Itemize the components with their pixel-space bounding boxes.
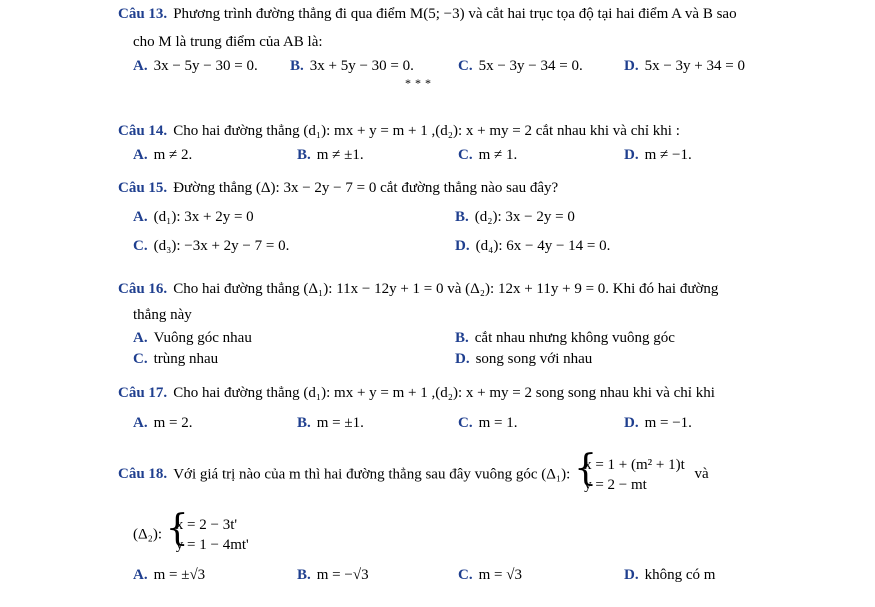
q18-system-2 [165, 508, 249, 555]
q18-system-2-label: (Δ₂): [133, 526, 163, 543]
brace-icon: { [574, 448, 597, 489]
q13-option-c[interactable]: C. 5x − 3y − 34 = 0. [458, 58, 583, 74]
q18-system-2-row1: x = 2 − 3t' [175, 517, 238, 533]
q16-option-d[interactable]: D. song song với nhau [455, 351, 593, 367]
section-separator: *** [405, 76, 435, 90]
q15-option-c[interactable]: C. (d₃): −3x + 2y − 7 = 0. [133, 238, 290, 254]
q13-text1: Phương trình đường thẳng đi qua điểm M(5; −3) và cắt hai trục tọa độ tại hai điểm A và B sao [173, 6, 737, 22]
q18-system-1-row2: y = 2 − mt [584, 477, 647, 493]
q18-line2 [133, 508, 249, 555]
q13-text2: cho M là trung điểm của AB là: [133, 34, 323, 50]
q17-text: Cho hai đường thẳng (d₁): mx + y = m + 1 ,(d₂): x + my = 2 song song nhau khi và chỉ khi [173, 385, 715, 401]
q13-option-b[interactable]: B. 3x + 5y − 30 = 0. [290, 58, 414, 74]
q18-option-c[interactable]: C. m = √3 [458, 567, 522, 583]
q15-option-d[interactable]: D. (d₄): 6x − 4y − 14 = 0. [455, 238, 611, 254]
q13-line1 [118, 6, 737, 23]
q15-option-b[interactable]: B. (d₂): 3x − 2y = 0 [455, 209, 575, 225]
q16-line1 [118, 281, 718, 298]
q15-line1 [118, 180, 558, 197]
q18-option-a[interactable]: A. m = ±√3 [133, 567, 206, 583]
q13-option-a[interactable]: A. 3x − 5y − 30 = 0. [133, 58, 258, 74]
q14-line1 [118, 123, 680, 140]
q18-line1 [118, 448, 709, 495]
q18-system-1-row1: x = 1 + (m² + 1)t [584, 457, 685, 473]
q16-option-a[interactable]: A. Vuông góc nhau [133, 330, 252, 346]
q14-option-a[interactable]: A. m ≠ 2. [133, 147, 193, 163]
q14-option-b[interactable]: B. m ≠ ±1. [297, 147, 364, 163]
q15-option-a[interactable]: A. (d₁): 3x + 2y = 0 [133, 209, 254, 225]
q17-option-c[interactable]: C. m = 1. [458, 415, 518, 431]
q17-option-d[interactable]: D. m = −1. [624, 415, 692, 431]
q14-label: Câu 14. [118, 123, 168, 139]
q14-option-d[interactable]: D. m ≠ −1. [624, 147, 692, 163]
q13-label: Câu 13. [118, 6, 168, 22]
q15-text: Đường thẳng (Δ): 3x − 2y − 7 = 0 cắt đường thẳng nào sau đây? [173, 180, 559, 196]
q13-option-d[interactable]: D. 5x − 3y + 34 = 0 [624, 58, 745, 74]
q18-text1-end: và [694, 466, 709, 483]
q17-option-a[interactable]: A. m = 2. [133, 415, 193, 431]
q16-option-c[interactable]: C. trùng nhau [133, 351, 219, 367]
q17-option-b[interactable]: B. m = ±1. [297, 415, 364, 431]
q18-text1: Với giá trị nào của m thì hai đường thẳng sau đây vuông góc (Δ₁): [173, 466, 571, 483]
q16-text1: Cho hai đường thẳng (Δ₁): 11x − 12y + 1 = 0 và (Δ₂): 12x + 11y + 9 = 0. Khi đó hai đường [173, 281, 719, 297]
q14-option-c[interactable]: C. m ≠ 1. [458, 147, 518, 163]
q17-label: Câu 17. [118, 385, 168, 401]
q15-label: Câu 15. [118, 180, 168, 196]
q16-label: Câu 16. [118, 281, 168, 297]
q18-system-2-row2: y = 1 − 4mt' [175, 537, 249, 553]
q14-text: Cho hai đường thẳng (d₁): mx + y = m + 1 ,(d₂): x + my = 2 cắt nhau khi và chỉ khi : [173, 123, 680, 139]
q18-label: Câu 18. [118, 466, 168, 483]
q16-text2: thẳng này [133, 307, 192, 323]
brace-icon: { [165, 508, 189, 549]
q17-line1 [118, 385, 715, 402]
q18-system-1 [574, 448, 685, 495]
q18-option-d[interactable]: D. không có m [624, 567, 716, 583]
q18-option-b[interactable]: B. m = −√3 [297, 567, 369, 583]
q16-option-b[interactable]: B. cắt nhau nhưng không vuông góc [455, 330, 675, 346]
